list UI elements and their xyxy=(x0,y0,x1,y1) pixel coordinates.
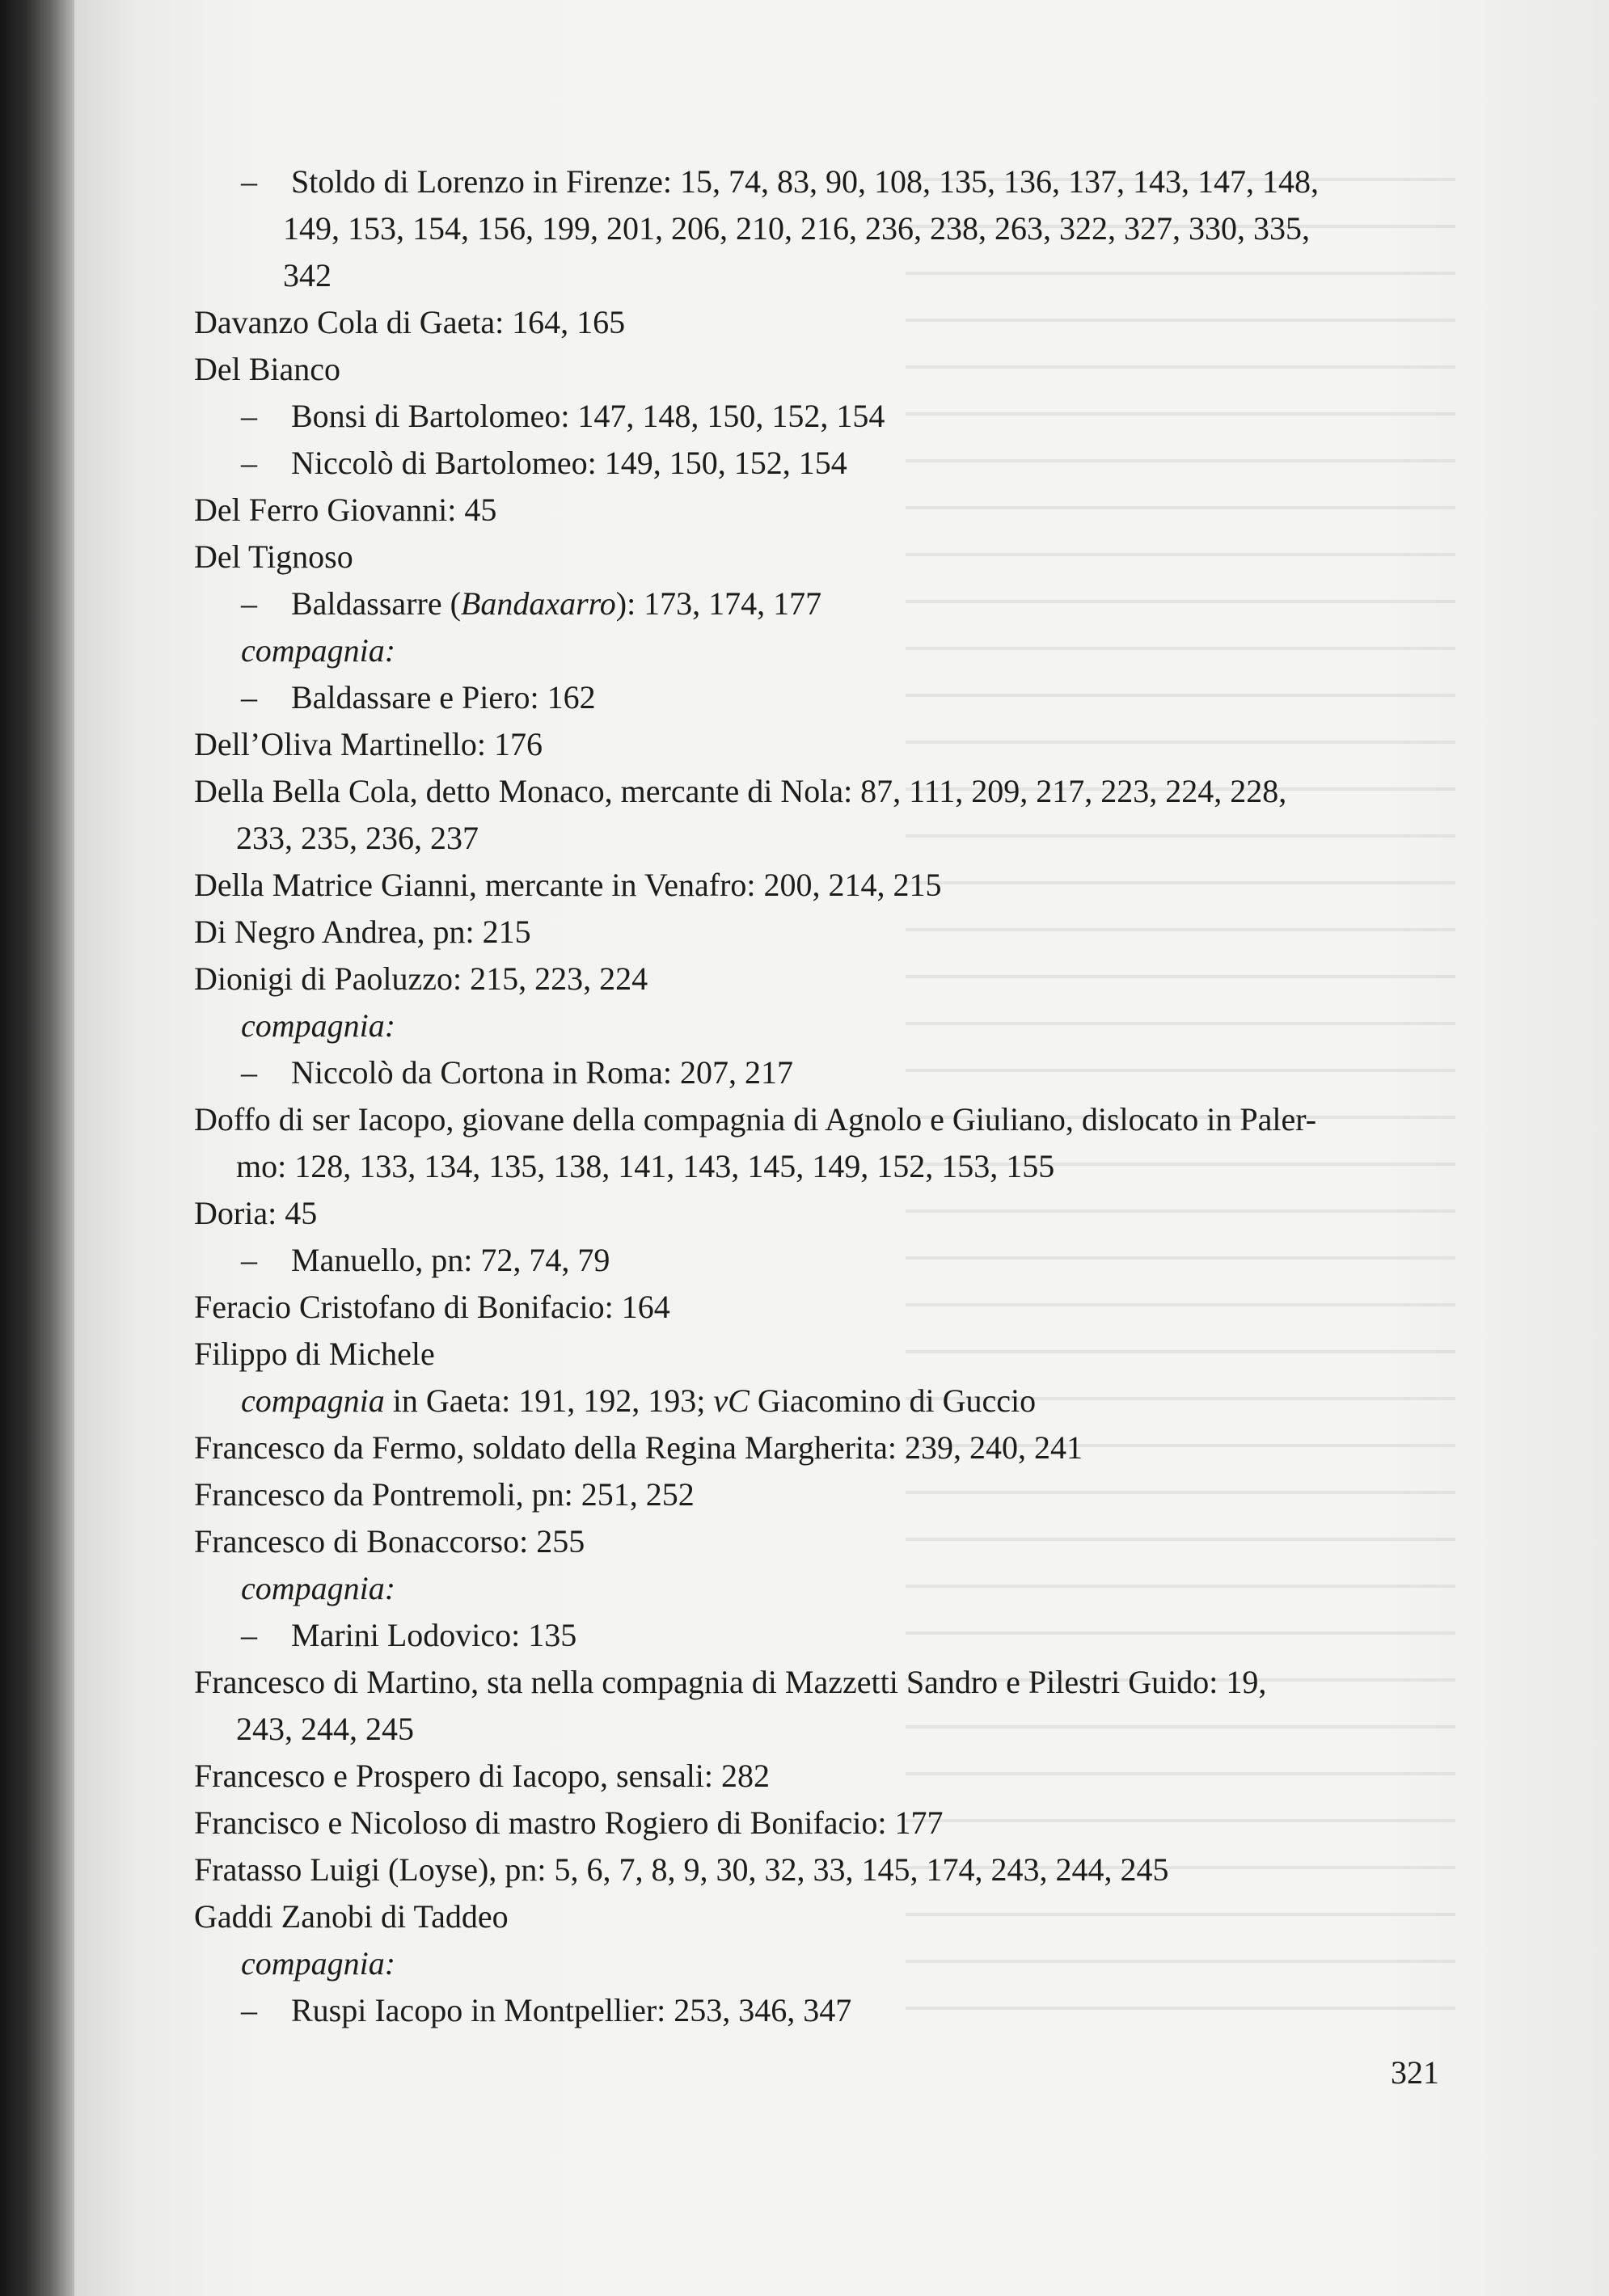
compagnia-label: compagnia: xyxy=(241,632,396,669)
entry-text: 342 xyxy=(283,257,332,293)
index-entry: Francesco di Bonaccorso: 255 xyxy=(194,1523,585,1560)
entry-text: Baldassarre ( xyxy=(291,585,461,622)
dash: – xyxy=(241,1992,257,2028)
index-subentry xyxy=(194,440,1439,487)
entry-text: in Gaeta: 191, 192, 193; xyxy=(384,1382,714,1419)
index-subentry xyxy=(194,580,1439,627)
index-entry-continuation xyxy=(194,205,1439,252)
entry-text: 149, 153, 154, 156, 199, 201, 206, 210, 216, 236, 238, 263, 322, 327, 330, 335, xyxy=(283,210,1310,247)
index-entry: Francesco da Pontremoli, pn: 251, 252 xyxy=(194,1476,695,1513)
index-entry: Dionigi di Paoluzzo: 215, 223, 224 xyxy=(194,960,648,997)
dash: – xyxy=(241,679,257,715)
entry-text: ): 173, 174, 177 xyxy=(615,585,822,622)
index-entry: Fratasso Luigi (Loyse), pn: 5, 6, 7, 8, 9, 30, 32, 33, 145, 174, 243, 244, 245 xyxy=(194,1851,1169,1888)
index-entry xyxy=(194,1096,1439,1143)
dash: – xyxy=(241,585,257,622)
index-list xyxy=(194,158,1439,2034)
index-entry-continuation: mo: 128, 133, 134, 135, 138, 141, 143, 145, 149, 152, 153, 155 xyxy=(236,1148,1055,1184)
label-colon: : xyxy=(384,1007,396,1044)
index-entry: Di Negro Andrea, pn: 215 xyxy=(194,914,531,950)
entry-text: Niccolò da Cortona in Roma: 207, 217 xyxy=(291,1054,794,1091)
entry-text: Doffo di ser Iacopo, giovane della compagnia di Agnolo e Giuliano, dislocato in Paler- xyxy=(194,1101,1317,1137)
entry-text: Francesco di Martino, sta nella compagnia di Mazzetti Sandro e Pilestri Guido: 19, xyxy=(194,1664,1267,1700)
index-subentry xyxy=(194,674,1439,721)
entry-text: Niccolò di Bartolomeo: 149, 150, 152, 154 xyxy=(291,445,847,481)
entry-text: Bonsi di Bartolomeo: 147, 148, 150, 152, 154 xyxy=(291,398,885,434)
index-entry: Feracio Cristofano di Bonifacio: 164 xyxy=(194,1289,670,1325)
compagnia-label: compagnia xyxy=(241,1382,385,1419)
index-entry: Della Matrice Gianni, mercante in Venafro: 200, 214, 215 xyxy=(194,867,942,903)
index-entry: Francesco e Prospero di Iacopo, sensali: 282 xyxy=(194,1758,771,1794)
index-subentry xyxy=(194,1612,1439,1659)
dash: – xyxy=(241,1242,257,1278)
dash: – xyxy=(241,1617,257,1653)
entry-text: Marini Lodovico: 135 xyxy=(291,1617,577,1653)
dash: – xyxy=(241,445,257,481)
page-number: 321 xyxy=(1391,2054,1439,2091)
index-entry: Del Bianco xyxy=(194,351,341,387)
label-colon: : xyxy=(384,632,396,669)
compagnia-line xyxy=(194,1378,1439,1424)
index-entry: Gaddi Zanobi di Taddeo xyxy=(194,1898,509,1935)
index-entry: Davanzo Cola di Gaeta: 164, 165 xyxy=(194,304,626,340)
compagnia-label: compagnia: xyxy=(241,1945,396,1982)
entry-text-italic: Bandaxarro xyxy=(460,585,616,622)
index-subentry xyxy=(194,1049,1439,1096)
index-entry: Filippo di Michele xyxy=(194,1336,435,1372)
index-entry-continuation: 233, 235, 236, 237 xyxy=(236,820,479,856)
index-entry: Del Tignoso xyxy=(194,538,353,575)
index-entry xyxy=(194,1659,1439,1706)
label-colon: : xyxy=(384,1570,396,1606)
entry-text-italic: vC xyxy=(713,1382,750,1419)
entry-text: Giacomino di Guccio xyxy=(749,1382,1037,1419)
index-entry: Doria: 45 xyxy=(194,1195,318,1231)
index-entry: Del Ferro Giovanni: 45 xyxy=(194,492,497,528)
index-entry-continuation: 243, 244, 245 xyxy=(236,1711,414,1747)
index-entry: Dell’Oliva Martinello: 176 xyxy=(194,726,543,762)
dash: – xyxy=(241,398,257,434)
index-entry-continuation xyxy=(194,252,1439,299)
entry-text: Stoldo di Lorenzo in Firenze: 15, 74, 83, 90, 108, 135, 136, 137, 143, 147, 148, xyxy=(291,163,1320,200)
index-subentry xyxy=(194,1237,1439,1284)
index-entry: Francesco da Fermo, soldato della Regina Margherita: 239, 240, 241 xyxy=(194,1429,1083,1466)
dash: – xyxy=(241,163,257,200)
entry-text: Baldassare e Piero: 162 xyxy=(291,679,596,715)
entry-text: Della Bella Cola, detto Monaco, mercante di Nola: 87, 111, 209, 217, 223, 224, 228, xyxy=(194,773,1287,809)
book-spine-shadow xyxy=(0,0,74,2296)
dash: – xyxy=(241,1054,257,1091)
compagnia-label: compagnia: xyxy=(241,1570,396,1606)
index-subentry xyxy=(194,393,1439,440)
index-subentry xyxy=(194,1987,1439,2034)
index-entry xyxy=(194,768,1439,815)
index-entry: Francisco e Nicoloso di mastro Rogiero di Bonifacio: 177 xyxy=(194,1804,944,1841)
label-colon: : xyxy=(384,1945,396,1982)
entry-text: Manuello, pn: 72, 74, 79 xyxy=(291,1242,610,1278)
compagnia-label: compagnia: xyxy=(241,1007,396,1044)
index-entry xyxy=(194,158,1439,205)
entry-text: Ruspi Iacopo in Montpellier: 253, 346, 347 xyxy=(291,1992,852,2028)
